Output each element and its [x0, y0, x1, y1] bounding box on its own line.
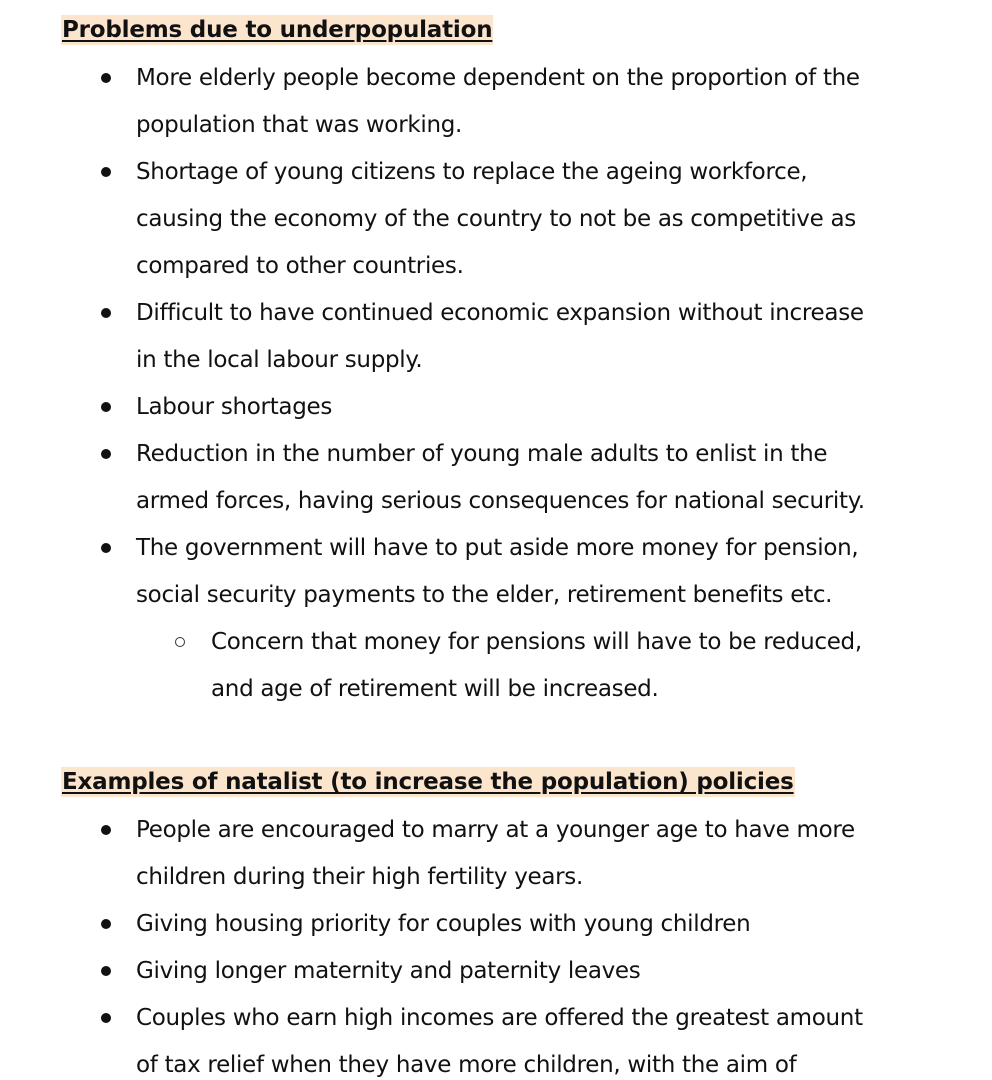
- sub-list-item-text: Concern that money for pensions will have to be reduced,: [211, 629, 862, 655]
- bullet-icon: [101, 1013, 111, 1023]
- list-item-text: Giving longer maternity and paternity leaves: [136, 958, 641, 984]
- list-item-text: Giving housing priority for couples with young children: [136, 911, 751, 937]
- bullet-icon: [101, 825, 111, 835]
- bullet-icon: [101, 167, 111, 177]
- list-item-text: Reduction in the number of young male adults to enlist in the: [136, 441, 828, 467]
- bullet-icon: [101, 73, 111, 83]
- list-item-text: Couples who earn high incomes are offered the greatest amount: [136, 1005, 863, 1031]
- list-item-text: in the local labour supply.: [136, 347, 423, 373]
- list-item-text: The government will have to put aside more money for pension,: [136, 535, 859, 561]
- list-item-text: social security payments to the elder, retirement benefits etc.: [136, 582, 833, 608]
- list-item-text: More elderly people become dependent on the proportion of the: [136, 65, 860, 91]
- list-item-text: causing the economy of the country to not be as competitive as: [136, 206, 856, 232]
- list-item-text: armed forces, having serious consequences for national security.: [136, 488, 865, 514]
- list-item-text: Labour shortages: [136, 394, 333, 420]
- sub-list-item-text: and age of retirement will be increased.: [211, 676, 659, 702]
- bullet-icon: [101, 966, 111, 976]
- bullet-icon: [101, 308, 111, 318]
- list-item-text: Difficult to have continued economic expansion without increase: [136, 300, 864, 326]
- hollow-bullet-icon: [175, 637, 185, 647]
- list-item-text: compared to other countries.: [136, 253, 464, 279]
- list-item-text: Shortage of young citizens to replace the ageing workforce,: [136, 159, 808, 185]
- section-heading-underpopulation: Problems due to underpopulation: [62, 17, 493, 43]
- bullet-icon: [101, 919, 111, 929]
- section-heading-natalist-policies: Examples of natalist (to increase the population) policies: [62, 769, 794, 795]
- bullet-icon: [101, 543, 111, 553]
- list-item-text: of tax relief when they have more children, with the aim of: [136, 1052, 797, 1078]
- list-item-text: People are encouraged to marry at a younger age to have more: [136, 817, 855, 843]
- list-item-text: children during their high fertility years.: [136, 864, 583, 890]
- bullet-icon: [101, 449, 111, 459]
- bullet-icon: [101, 402, 111, 412]
- list-item-text: population that was working.: [136, 112, 463, 138]
